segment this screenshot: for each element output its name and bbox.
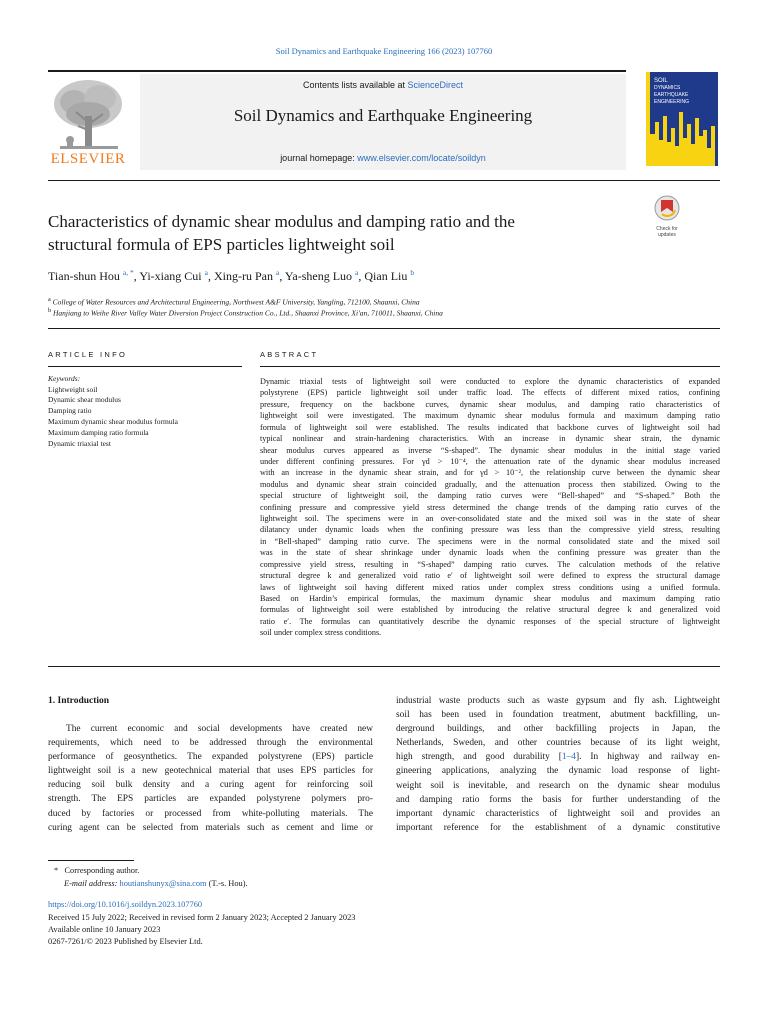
elsevier-tree-logo	[48, 74, 128, 154]
body-line: important reference for the establishment of a dynamic constitutive	[396, 822, 720, 833]
reference-link[interactable]: 1–4	[561, 752, 576, 763]
body-line: performance of geosynthetics. The expanded polystyrene (EPS) particle	[48, 752, 373, 763]
abstract-line: compressive yield stress, resulting in “S-shaped” damping ratio curves. The calculation methods of the relative	[260, 559, 720, 569]
cover-line-3: EARTHQUAKE	[654, 92, 689, 98]
abstract-bottom-rule	[48, 666, 720, 667]
email-note	[64, 879, 248, 888]
journal-cover-image	[646, 72, 718, 166]
abstract-line: polystyrene (EPS) particle lightweight soil under traffic load. The effects of different mixed ratios, confining	[260, 388, 720, 398]
introduction-right-column	[396, 694, 720, 835]
footnote-mark: *	[54, 866, 59, 875]
available-online-date: Available online 10 January 2023	[48, 925, 161, 934]
author-separator: ,	[358, 269, 365, 283]
doi-link[interactable]: https://doi.org/10.1016/j.soildyn.2023.107760	[48, 900, 203, 909]
abstract-line: Dynamic triaxial tests of lightweight soil were conducted to explore the dynamic characteristics of expanded	[260, 377, 720, 386]
author-separator: ,	[133, 269, 140, 283]
abstract-line: dilatancy under dynamic loads when the confining pressure was less than the compressive yield stress, resulting	[260, 525, 720, 535]
cover-line-1: SOIL	[654, 78, 668, 84]
article-title-line-2: structural formula of EPS particles lightweight soil	[48, 235, 395, 254]
abstract-line: pressure, frequency on the backbone curves, dynamic shear modulus, and damping ratio characteristics of	[260, 399, 720, 409]
banner-bottom-rule	[48, 180, 720, 181]
body-line: soil has been used in foundation treatment, abutment backfilling, un-	[396, 710, 720, 721]
abstract-line: structural degree k and generalized void ratio e′ of lightweight soil were defined to express the structural damage	[260, 571, 720, 581]
article-title	[48, 210, 628, 256]
body-text-fragment: high strength, and good durability [	[396, 752, 562, 763]
copyright-line: 0267-7261/© 2023 Published by Elsevier Ltd.	[48, 937, 203, 946]
article-info-heading: ARTICLE INFO	[48, 350, 128, 359]
journal-homepage-link[interactable]: www.elsevier.com/locate/soildyn	[357, 153, 486, 163]
author-affiliation-mark[interactable]: b	[410, 268, 415, 277]
body-text-fragment: ]. In highway and railway en-	[575, 752, 720, 763]
email-label: E-mail address:	[64, 879, 120, 888]
body-line: and damping ratio forms the basis for further understanding of the	[396, 794, 720, 805]
keyword-item: Maximum damping ratio formula	[48, 428, 149, 437]
banner-top-rule	[48, 70, 626, 72]
introduction-heading: 1. Introduction	[48, 696, 110, 706]
body-line: important dynamic characteristics of lightweight soil and provides an	[396, 808, 720, 819]
affiliation-text: Hanjiang to Weihe River Valley Water Diversion Project Construction Co., Ltd., Shaanxi Province, Xi'an, 710011, Shaanxi, China	[53, 308, 443, 318]
body-line: industrial waste products such as waste gypsum and fly ash. Lightweight	[396, 696, 720, 706]
body-line: The current economic and social developments have created new	[66, 724, 373, 734]
body-line: reducing soil bulk density and a curing agent for reinforcing soil	[48, 780, 373, 791]
body-line: lightweight soil is a new geotechnical material that uses EPS particles for	[48, 766, 373, 777]
author-separator: ,	[208, 269, 214, 283]
body-line: strength. The EPS particles are expanded polystyrene polymers pro-	[48, 794, 373, 805]
keyword-item: Dynamic triaxial test	[48, 439, 111, 448]
check-for-updates-icon	[650, 195, 684, 221]
body-line: curing agent can be selected from materials such as cement and lime or	[48, 822, 373, 833]
keyword-item: Damping ratio	[48, 406, 92, 415]
abstract-line: shear modulus curves appeared as inverse “S-shaped”. The dynamic shear modulus in the initial stage varied	[260, 445, 720, 455]
abstract-body	[260, 376, 720, 639]
publisher-wordmark: ELSEVIER	[50, 151, 126, 167]
header-section-rule	[48, 328, 720, 329]
author-name: Yi-xiang Cui	[139, 269, 202, 283]
contents-prefix: Contents lists available at	[302, 80, 408, 90]
corresponding-author-note	[54, 866, 139, 875]
body-line: gineering applications, analyzing the dynamic load response of light-	[396, 766, 720, 777]
keyword-item: Lightweight soil	[48, 385, 98, 394]
abstract-line: was in the state of shear shrinkage under dynamic loads when the confining pressure was greater than the	[260, 548, 720, 558]
abstract-line: typical nonlinear and strain-hardening characteristics. With an increase in dynamic shear strain, the dynamic	[260, 434, 720, 444]
author-name: Xing-ru Pan	[214, 269, 273, 283]
footnote-rule	[48, 860, 134, 861]
check-for-updates-button[interactable]	[650, 195, 684, 238]
abstract-line: under different confining pressures. For γd > 10⁻⁴, the attenuation rate of the dynamic shear modulus increased	[260, 456, 720, 466]
body-line: weight soil is inevitable, and research on the dynamic shear modulus	[396, 780, 720, 791]
abstract-line: lightweight soil were investigated. The maximum dynamic shear modulus formula and maximum damping ratio	[260, 411, 720, 421]
journal-citation[interactable]: Soil Dynamics and Earthquake Engineering 166 (2023) 107760	[275, 46, 493, 56]
abstract-line: laws of lightweight soil having different mixed ratios under complex stress conditions using a unified formula.	[260, 582, 720, 592]
abstract-line: modulus and dynamic shear strain coincided gradually, and the attenuation process then stabilized. Owing to the	[260, 479, 720, 489]
article-info-rule	[48, 366, 242, 367]
corresponding-author-text: Corresponding author.	[64, 866, 140, 875]
abstract-heading: ABSTRACT	[260, 350, 319, 359]
author-affiliation-mark[interactable]: a, *	[122, 268, 134, 277]
contents-line	[140, 80, 626, 90]
body-line: requirements, which need to be addressed through the environmental	[48, 738, 373, 749]
journal-homepage-line	[140, 153, 626, 163]
body-line-with-citation	[396, 750, 720, 764]
abstract-line: formulas of lightweight soil were established by introducing the relative structural degree k and generalized void	[260, 605, 720, 615]
abstract-rule	[260, 366, 720, 367]
received-dates: Received 15 July 2022; Received in revised form 2 January 2023; Accepted 2 January 2023	[48, 913, 356, 922]
author-name: Ya-sheng Luo	[284, 269, 353, 283]
cover-line-2: DYNAMICS	[654, 85, 681, 91]
keyword-item: Dynamic shear modulus	[48, 395, 121, 404]
affiliation-text: College of Water Resources and Architectural Engineering, Northwest A&F University, Yangling, 712100, Shaanxi, China	[52, 297, 420, 307]
introduction-left-column	[48, 722, 373, 835]
keywords-label: Keywords:	[48, 374, 81, 383]
affiliation-mark: a	[48, 296, 51, 303]
author-separator: ,	[279, 269, 285, 283]
abstract-line: ratio e′. The formulas can quantitatively describe the dynamic responses of the special structure of lightweight	[260, 616, 720, 626]
email-suffix: (T.-s. Hou).	[206, 879, 248, 888]
body-line: duced by factories or processed from white-polluting materials. The	[48, 808, 373, 819]
sciencedirect-link[interactable]: ScienceDirect	[407, 80, 464, 90]
article-title-line-1: Characteristics of dynamic shear modulus and damping ratio and the	[48, 212, 515, 231]
journal-name: Soil Dynamics and Earthquake Engineering	[233, 106, 533, 125]
keyword-item: Maximum dynamic shear modulus formula	[48, 417, 178, 426]
abstract-line: formula of lightweight soil were established. The results indicated that backbone curves of lightweight soil had	[260, 422, 720, 432]
abstract-line: lightweight soil. The specimens were in an over-consolidated state and the mixed soil was in the state of shear	[260, 514, 720, 524]
body-line: Netherlands, Sweden, and other countries because of its light weight,	[396, 738, 720, 749]
abstract-line: special structure of lightweight soil, the damping ratio curves were “Bell-shaped” and “S-shaped.” Both the	[260, 491, 720, 501]
body-line: derground buildings, and other backfilling projects in Japan, the	[396, 724, 720, 735]
check-for-updates-line-1: Check for	[656, 226, 678, 232]
abstract-line: with an increase in the dynamic shear strain, and for γd > 10⁻², the relationship curve between the dynamic shear	[260, 468, 720, 478]
affiliation-mark: b	[48, 307, 52, 314]
author-name: Tian-shun Hou	[48, 269, 120, 283]
abstract-line: Based on Hardin’s empirical formulas, the maximum dynamic shear modulus and maximum damping ratio	[260, 594, 720, 604]
author-list	[48, 268, 414, 284]
author-affiliation-mark[interactable]: a	[355, 268, 359, 277]
author-name: Qian Liu	[364, 269, 408, 283]
affiliation-a	[48, 296, 420, 307]
abstract-line: confining pressure and compressive yield stress determined the change trends of the damping ratio curves of the	[260, 502, 720, 512]
affiliation-b	[48, 307, 443, 318]
author-email-link[interactable]: houtianshunyx@sina.com	[119, 879, 207, 888]
check-for-updates-line-2: updates	[658, 232, 676, 238]
abstract-line: soil under complex stress conditions.	[260, 628, 382, 638]
homepage-prefix: journal homepage:	[280, 153, 358, 163]
cover-line-4: ENGINEERING	[654, 99, 690, 105]
author-affiliation-mark[interactable]: a	[204, 268, 208, 277]
abstract-line: in “Bell-shaped” damping ratio curve. The specimens were in the normal consolidated state and the mixed soil	[260, 536, 720, 546]
author-affiliation-mark[interactable]: a	[276, 268, 280, 277]
